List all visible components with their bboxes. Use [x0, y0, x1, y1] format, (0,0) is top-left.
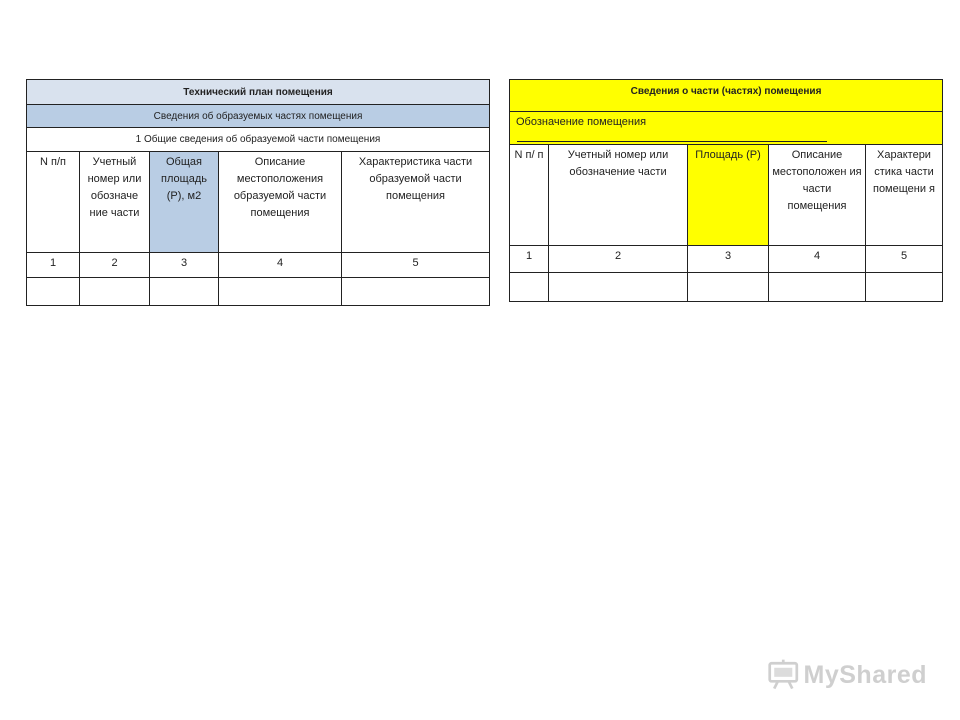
column-header-number: N п/п [27, 152, 80, 253]
empty-cell [80, 278, 150, 306]
empty-cell [219, 278, 342, 306]
column-number-cell: 2 [80, 253, 150, 278]
column-number-cell: 5 [342, 253, 490, 278]
empty-cell [549, 273, 688, 302]
column-number-cell: 2 [549, 246, 688, 273]
room-parts-table [509, 79, 943, 302]
column-header-characteristic: Характери стика части помещени я [866, 145, 943, 246]
designation-label: Обозначение помещения [516, 116, 647, 128]
projector-icon [767, 657, 800, 693]
myshared-watermark [767, 656, 927, 694]
table-section: 1 Общие сведения об образуемой части помещения [27, 128, 490, 152]
empty-cell [769, 273, 866, 302]
column-number-cell: 1 [510, 246, 549, 273]
empty-cell [27, 278, 80, 306]
column-header-account-number: Учетный номер или обозначе ние части [80, 152, 150, 253]
technical-plan-table [26, 79, 490, 306]
column-number-cell: 5 [866, 246, 943, 273]
table-subtitle: Сведения об образуемых частях помещения [27, 105, 490, 128]
column-header-characteristic: Характеристика части образуемой части помещения [342, 152, 490, 253]
empty-cell [866, 273, 943, 302]
empty-cell [342, 278, 490, 306]
empty-cell [150, 278, 219, 306]
designation-row [510, 112, 943, 145]
column-header-area: Общая площадь (Р), м2 [150, 152, 219, 253]
column-header-number: N п/ п [510, 145, 549, 246]
table-title: Сведения о части (частях) помещения [510, 80, 943, 112]
column-header-account-number: Учетный номер или обозначение части [549, 145, 688, 246]
designation-underline [517, 141, 827, 142]
empty-cell [510, 273, 549, 302]
watermark-text: MyShared [803, 660, 927, 689]
column-number-cell: 4 [769, 246, 866, 273]
column-number-cell: 1 [27, 253, 80, 278]
empty-cell [688, 273, 769, 302]
column-number-cell: 3 [150, 253, 219, 278]
column-number-cell: 4 [219, 253, 342, 278]
column-header-location: Описание местоположен ия части помещения [769, 145, 866, 246]
table-title: Технический план помещения [27, 80, 490, 105]
column-header-location: Описание местоположения образуемой части помещения [219, 152, 342, 253]
column-number-cell: 3 [688, 246, 769, 273]
column-header-area: Площадь (Р) [688, 145, 769, 246]
